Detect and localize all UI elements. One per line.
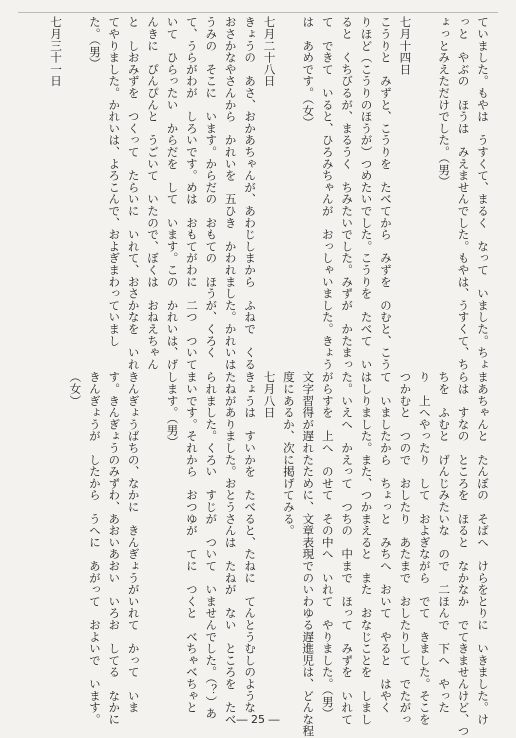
text-column: て できて いると、ひろみちゃんが おっしゃいました。きょう <box>320 16 335 370</box>
text-column: り 上へやったり して およぎながら でて きました。そこを <box>417 371 432 725</box>
text-column: 七月十四日 <box>398 16 413 75</box>
text-column: たねがありました。おとうさんは たねが ない ところを たべ <box>223 371 238 725</box>
upper-text-block <box>22 16 492 370</box>
text-column: ていました。もやは うすくて、まるく なって いました。ちょ <box>476 16 490 370</box>
text-column: ょっとみえただけでした。（男） <box>437 16 452 188</box>
text-column: りほど（こうりのほうが）つめたいでした。こうりを たべて い <box>359 16 374 370</box>
text-column: んきに ぴんぴんと うごいて いたので、ぼくは おねえちゃん <box>146 16 161 370</box>
text-column: は あめです。（女） <box>301 16 316 129</box>
text-column: まあちゃんと たんぼの そばへ けらをとりに いきました。け <box>476 371 490 725</box>
text-column: 七月二十八日 <box>262 16 277 87</box>
text-column: （女） <box>68 371 83 407</box>
text-column: きょうの あさ、おかあちゃんが、あわじしまから ふねで くる <box>243 16 258 370</box>
text-column: 度にあるか、次に掲げてみる。 <box>281 371 296 537</box>
text-column: てやりました。かれいは、よろこんで、およぎまわっていまし <box>107 16 122 347</box>
text-column: まいです。それから おつゆが てに つくと べちゃべちゃと <box>184 371 199 714</box>
text-column: きょうは すいかを たべると、たねに てんとうむしのような <box>243 371 258 714</box>
text-column: 七月三十一日 <box>49 16 64 87</box>
text-column: た。（男） <box>87 16 102 70</box>
text-column: られました。くろい すじが ついて いませんでした。（？）あ <box>204 371 219 720</box>
text-column: て いましたから ちょっと みちへ おいて やると はやく <box>378 371 393 714</box>
top-rule <box>18 12 498 13</box>
text-column: きんぎょうが したから うへに あがって およいで います。 <box>87 371 102 725</box>
page-number: ― 25 ― <box>236 713 280 726</box>
text-column: します。（男） <box>165 371 180 448</box>
text-column: っと やぶの ほうは みえませんでした。もやは、うすくて、ち <box>456 16 471 370</box>
text-column: らは すなの ところを ほると なかなか でてきませんけど、つ <box>456 371 471 737</box>
text-column: きんぎょうばちの、なかに きんぎょうがいれて かって いま <box>126 371 141 714</box>
text-column: た。いえへ かえって つちの 中まで ほって みずを いれて <box>340 371 355 725</box>
text-column: て、うらがわが しろいです。めは おもてがわに 二つ ついて <box>184 16 199 370</box>
text-column: つかむと つので おしたり あたまで おしたりして でたがっ <box>398 371 413 725</box>
text-column: す。きんぎょうのみずわ、あおいあおい いろお してる なかに <box>107 371 122 725</box>
text-column: 七月八日 <box>262 371 277 419</box>
text-column: いて ひらったい からだを して います。この かれいは、げ <box>165 16 180 370</box>
text-column: はしりました。また、つかまえると また おなじことを しまし <box>359 371 374 725</box>
text-column: ちを ふむと げんじみたいな ので 二ほんで 下へ やった <box>437 371 452 714</box>
text-column: うみの そこに います。からだの おもての ほうが、くろく <box>204 16 219 359</box>
text-column: こうりと みずと、こうりを たべてから みずを のむと、こう <box>378 16 393 370</box>
text-column: と しおみずを つくって たらいに いれて、おさかなを いれ <box>126 16 141 370</box>
text-column: がらすを 上へ のせて その中へ いれて やりました。（男） <box>320 371 335 720</box>
text-column: おさかなやさんから かれいを 五ひき かわれました。かれいは <box>223 16 238 370</box>
text-column: 文字習得が遅れたために、文章表現でのいわゆる遅進児は、どんな程 <box>301 371 316 737</box>
text-column: ると くちびるが、まるうく ちみたいでした。みずが かたまっ <box>340 16 355 370</box>
